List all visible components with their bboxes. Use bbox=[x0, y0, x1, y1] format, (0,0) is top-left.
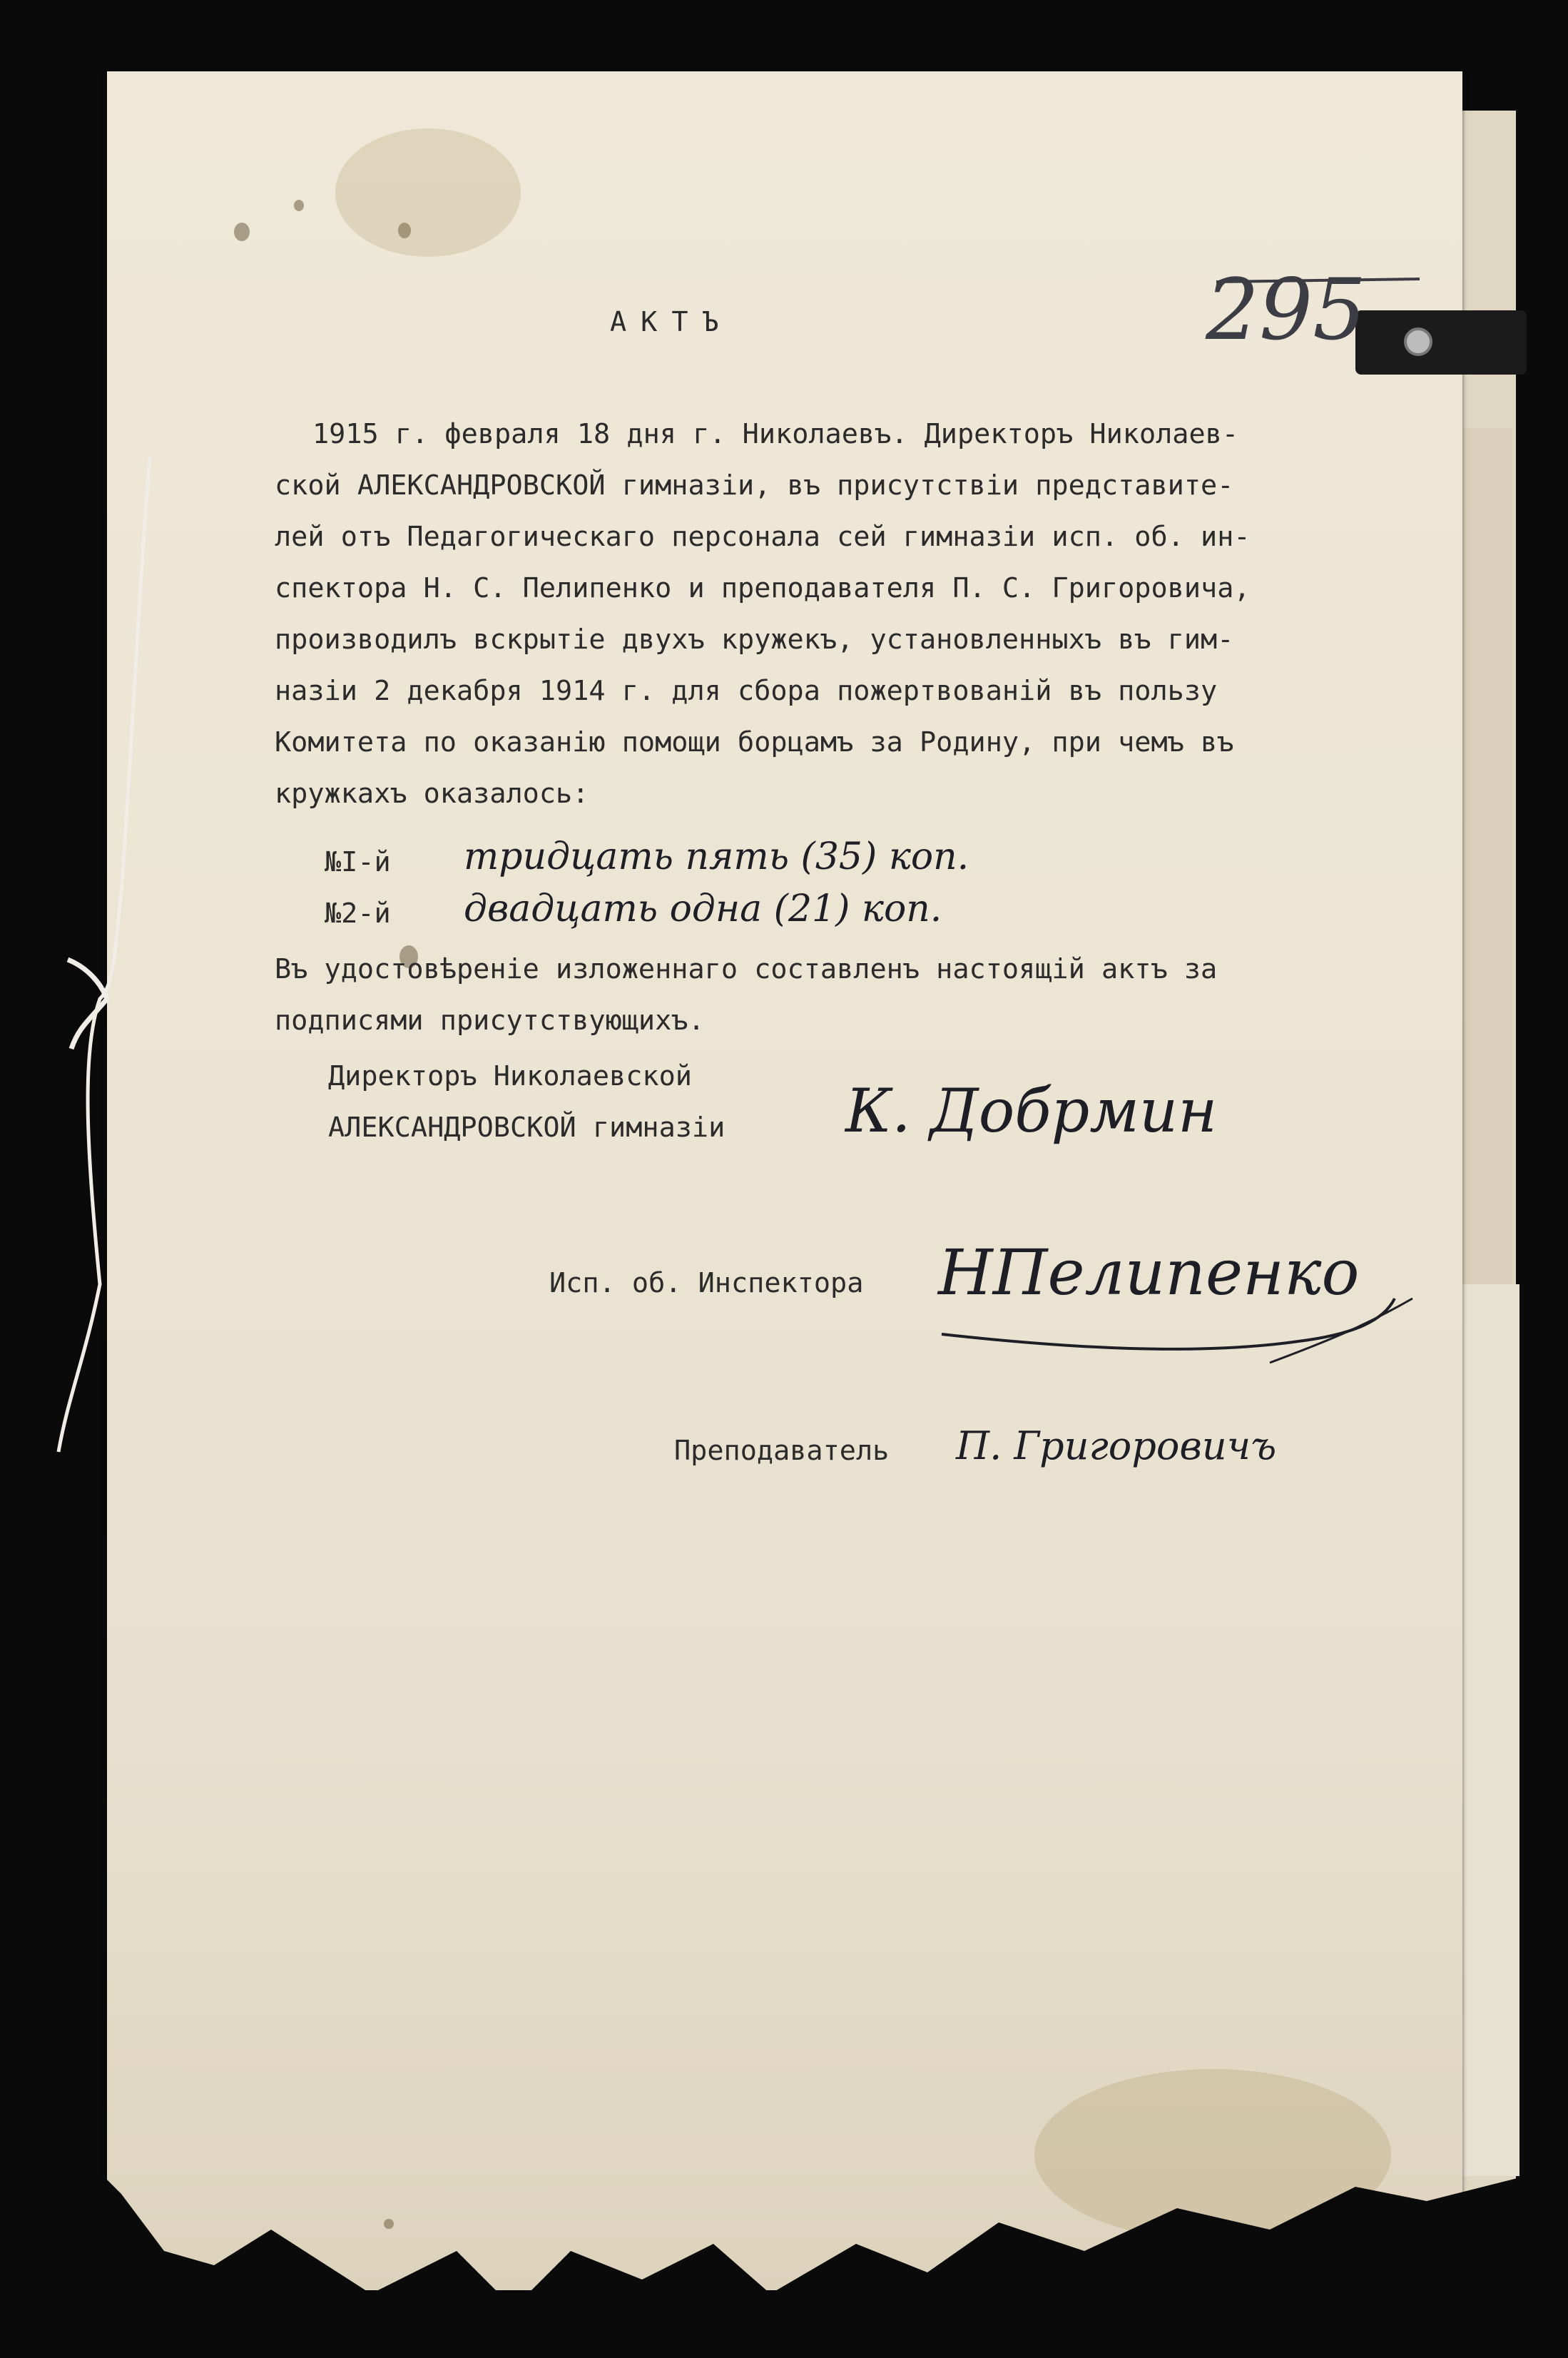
torn-paper-edge bbox=[0, 2144, 1568, 2358]
signatory-title: Директоръ Николаевской bbox=[328, 1060, 692, 1092]
archive-number-underline bbox=[1213, 275, 1427, 296]
closing-line: подписями присутствующихъ. bbox=[275, 1005, 705, 1037]
box-amount-handwritten: тридцать пять (35) коп. bbox=[464, 835, 969, 878]
body-line: назiи 2 декабря 1914 г. для сбора пожертвованiй въ пользу bbox=[275, 675, 1218, 707]
box-amount-handwritten: двадцать одна (21) коп. bbox=[464, 888, 942, 930]
director-signature: К. Добрмин bbox=[845, 1076, 1218, 1146]
box-label: №2-й bbox=[325, 898, 391, 930]
body-line: лей отъ Педагогическаго персонала сей гимназiи исп. об. ин- bbox=[275, 521, 1251, 553]
body-line: производилъ вскрытiе двухъ кружекъ, установленныхъ въ гим- bbox=[275, 624, 1234, 656]
box-label: №I-й bbox=[325, 846, 391, 878]
teacher-signature: П. Григоровичъ bbox=[956, 1423, 1277, 1468]
signatory-title: Исп. об. Инспектора bbox=[549, 1267, 864, 1299]
signatory-title: АЛЕКСАНДРОВСКОЙ гимназiи bbox=[328, 1112, 726, 1144]
signature-flourish bbox=[927, 1270, 1427, 1370]
archive-number: 295 bbox=[1206, 260, 1367, 359]
body-line: Комитета по оказанiю помощи борцамъ за Родину, при чемъ въ bbox=[275, 726, 1234, 758]
signatory-title: Преподаватель bbox=[674, 1435, 890, 1467]
body-line: ской АЛЕКСАНДРОВСКОЙ гимназiи, въ присутствiи представите- bbox=[275, 469, 1234, 502]
metal-clip bbox=[1355, 310, 1527, 375]
clip-rivet bbox=[1404, 327, 1432, 356]
body-line: кружкахъ оказалось: bbox=[275, 778, 589, 810]
document-title: АКТЪ bbox=[610, 306, 733, 338]
body-line: 1915 г. февраля 18 дня г. Николаевъ. Директоръ Николаев- bbox=[312, 418, 1239, 450]
body-line: спектора Н. С. Пелипенко и преподавателя П. С. Григоровича, bbox=[275, 572, 1251, 604]
closing-line: Въ удостовѣренiе изложеннаго составленъ настоящiй актъ за bbox=[275, 953, 1218, 985]
inspector-signature: НПелипенко bbox=[938, 1236, 1360, 1309]
